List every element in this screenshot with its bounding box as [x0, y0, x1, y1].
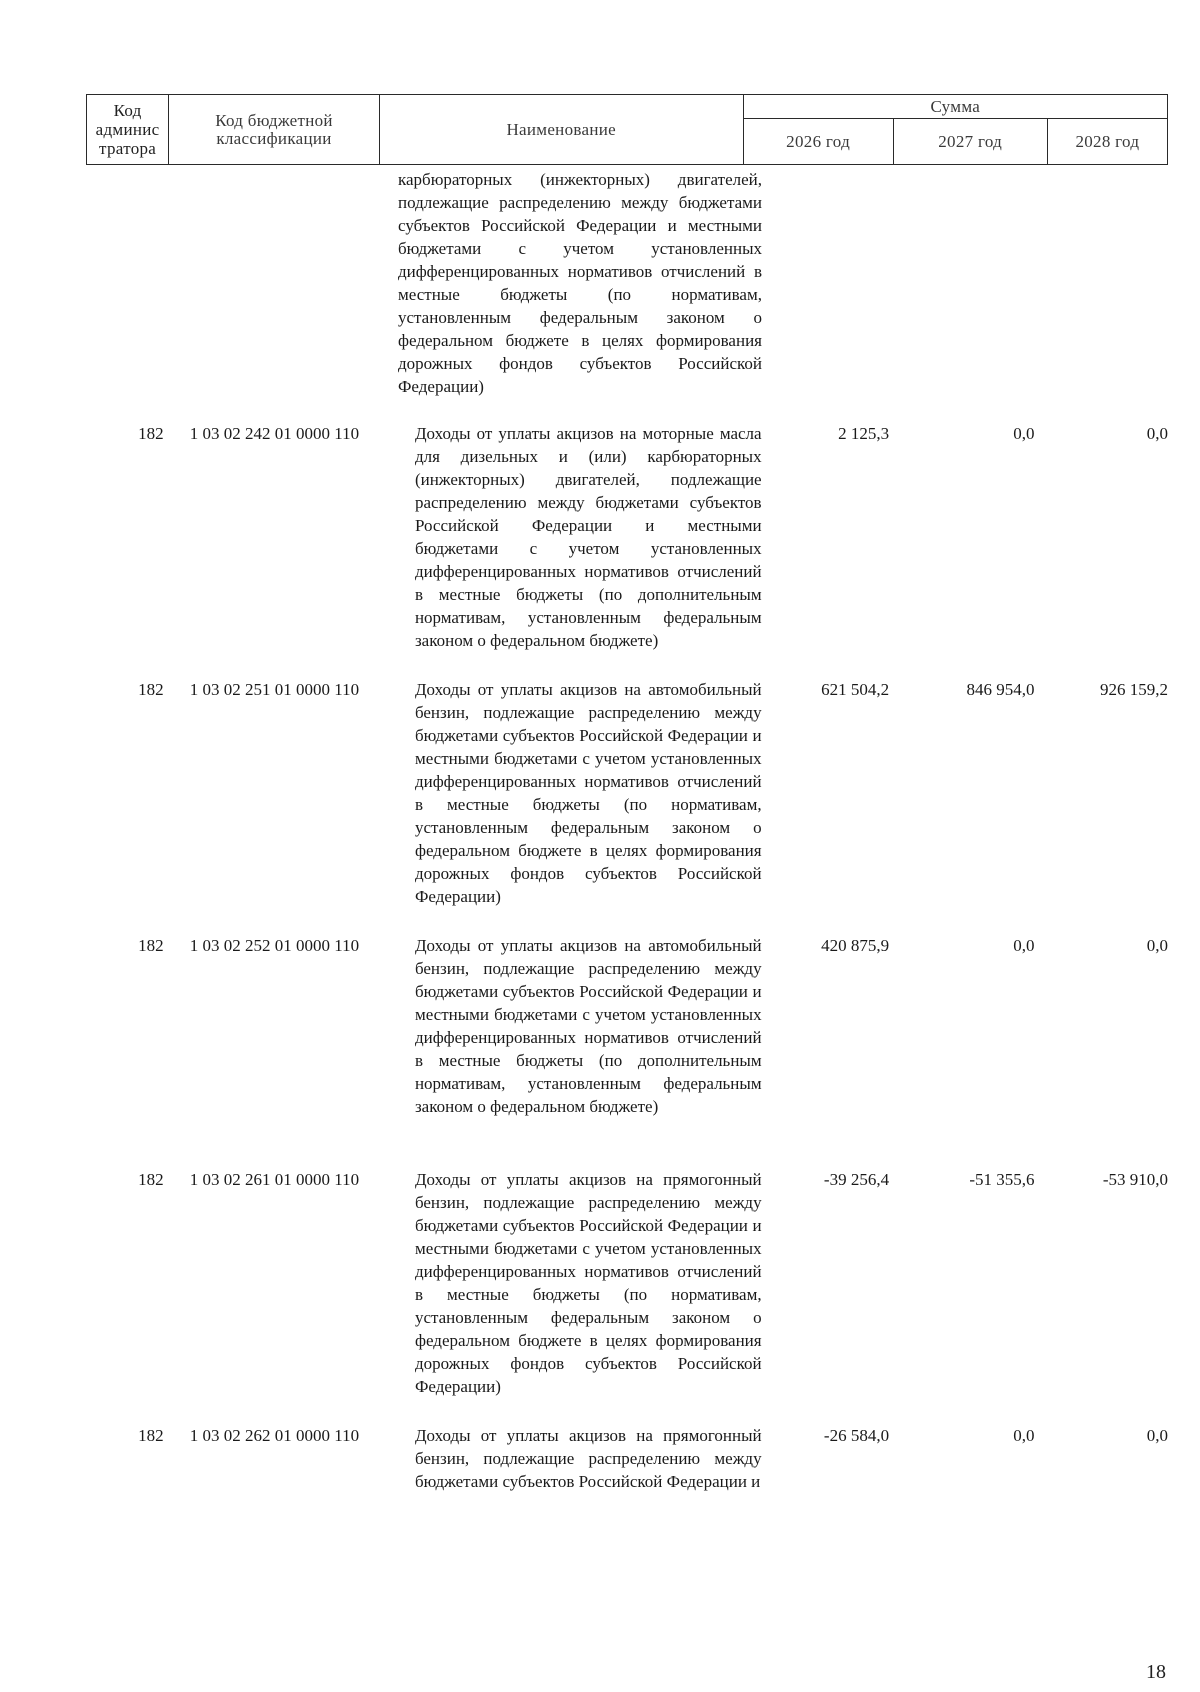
row-sum-2026: 420 875,9	[821, 936, 890, 955]
row-code: 1 03 02 252 01 0000 110	[189, 936, 360, 955]
header-year-2026: 2026 год	[743, 119, 893, 165]
header-sum: Сумма	[743, 95, 1167, 119]
row-name: карбюраторных (инжекторных) двигателей, подлежащие распределению между бюджетами субъектов Российской Федерации и местными бюджетами с учетом установленных дифференцированных нормативов отчислений в местные бюджеты (по нормативам, установленным федеральным законом о федеральном бюджете в целях формирования дорожных фондов субъектов Российской Федерации)	[398, 170, 762, 396]
header-year-2027: 2027 год	[893, 119, 1047, 165]
table-row	[86, 1424, 1168, 1524]
page-number: 18	[1146, 1661, 1166, 1683]
row-sum-2027: 0,0	[1013, 1426, 1035, 1445]
table-row	[86, 1168, 1168, 1424]
table-row-continuation	[86, 168, 1168, 422]
table-row	[86, 678, 1168, 934]
row-name: Доходы от уплаты акцизов на прямогонный бензин, подлежащие распределению между бюджетами субъектов Российской Федерации и местными бюджетами с учетом установленных дифференцированных нормативов отчислений в местные бюджеты (по нормативам, установленным федеральным законом о федеральном бюджете в целях формирования дорожных фондов субъектов Российской Федерации)	[414, 1170, 762, 1396]
row-name: Доходы от уплаты акцизов на моторные масла для дизельных и (или) карбюраторных (инжекторных) двигателей, подлежащие распределению между бюджетами субъектов Российской Федерации и местными бюджетами с учетом установленных дифференцированных нормативов отчислений в местные бюджеты (по дополнительным нормативам, установленным федеральным законом о федеральном бюджете)	[414, 424, 762, 650]
row-sum-2027: 0,0	[1013, 424, 1035, 443]
row-sum-2026: 2 125,3	[838, 424, 890, 443]
row-sum-2028: 0,0	[1146, 936, 1169, 955]
row-code: 1 03 02 251 01 0000 110	[189, 680, 360, 699]
header-budget-code: Код бюджетной классификации	[169, 95, 380, 165]
row-sum-2026: 621 504,2	[821, 680, 890, 699]
row-admin: 182	[138, 1170, 164, 1189]
header-admin-code: Код админис тратора	[87, 95, 169, 165]
row-sum-2027: 846 954,0	[966, 680, 1035, 699]
row-admin: 182	[138, 936, 164, 955]
row-admin: 182	[138, 424, 164, 443]
row-sum-2028: 0,0	[1146, 424, 1169, 443]
row-code: 1 03 02 242 01 0000 110	[189, 424, 360, 443]
row-sum-2027: -51 355,6	[969, 1170, 1035, 1189]
row-name: Доходы от уплаты акцизов на прямогонный бензин, подлежащие распределению между бюджетами субъектов Российской Федерации и	[414, 1426, 762, 1491]
table-row	[86, 934, 1168, 1168]
row-sum-2026: -39 256,4	[823, 1170, 890, 1189]
row-name: Доходы от уплаты акцизов на автомобильный бензин, подлежащие распределению между бюджетами субъектов Российской Федерации и местными бюджетами с учетом установленных дифференцированных нормативов отчислений в местные бюджеты (по дополнительным нормативам, установленным федеральным законом о федеральном бюджете)	[414, 936, 762, 1116]
row-admin: 182	[138, 680, 164, 699]
header-year-2028: 2028 год	[1047, 119, 1167, 165]
row-sum-2027: 0,0	[1013, 936, 1035, 955]
row-sum-2028: 0,0	[1146, 1426, 1169, 1445]
row-sum-2028: -53 910,0	[1102, 1170, 1169, 1189]
header-name: Наименование	[379, 95, 743, 165]
row-sum-2026: -26 584,0	[823, 1426, 890, 1445]
row-sum-2028: 926 159,2	[1100, 680, 1169, 699]
row-admin: 182	[138, 1426, 164, 1445]
table-body	[86, 168, 1168, 1524]
table-header	[86, 94, 1168, 165]
row-code: 1 03 02 261 01 0000 110	[189, 1170, 360, 1189]
row-name: Доходы от уплаты акцизов на автомобильный бензин, подлежащие распределению между бюджетами субъектов Российской Федерации и местными бюджетами с учетом установленных дифференцированных нормативов отчислений в местные бюджеты (по нормативам, установленным федеральным законом о федеральном бюджете в целях формирования дорожных фондов субъектов Российской Федерации)	[414, 680, 762, 906]
table-row	[86, 422, 1168, 678]
row-code: 1 03 02 262 01 0000 110	[189, 1426, 360, 1445]
